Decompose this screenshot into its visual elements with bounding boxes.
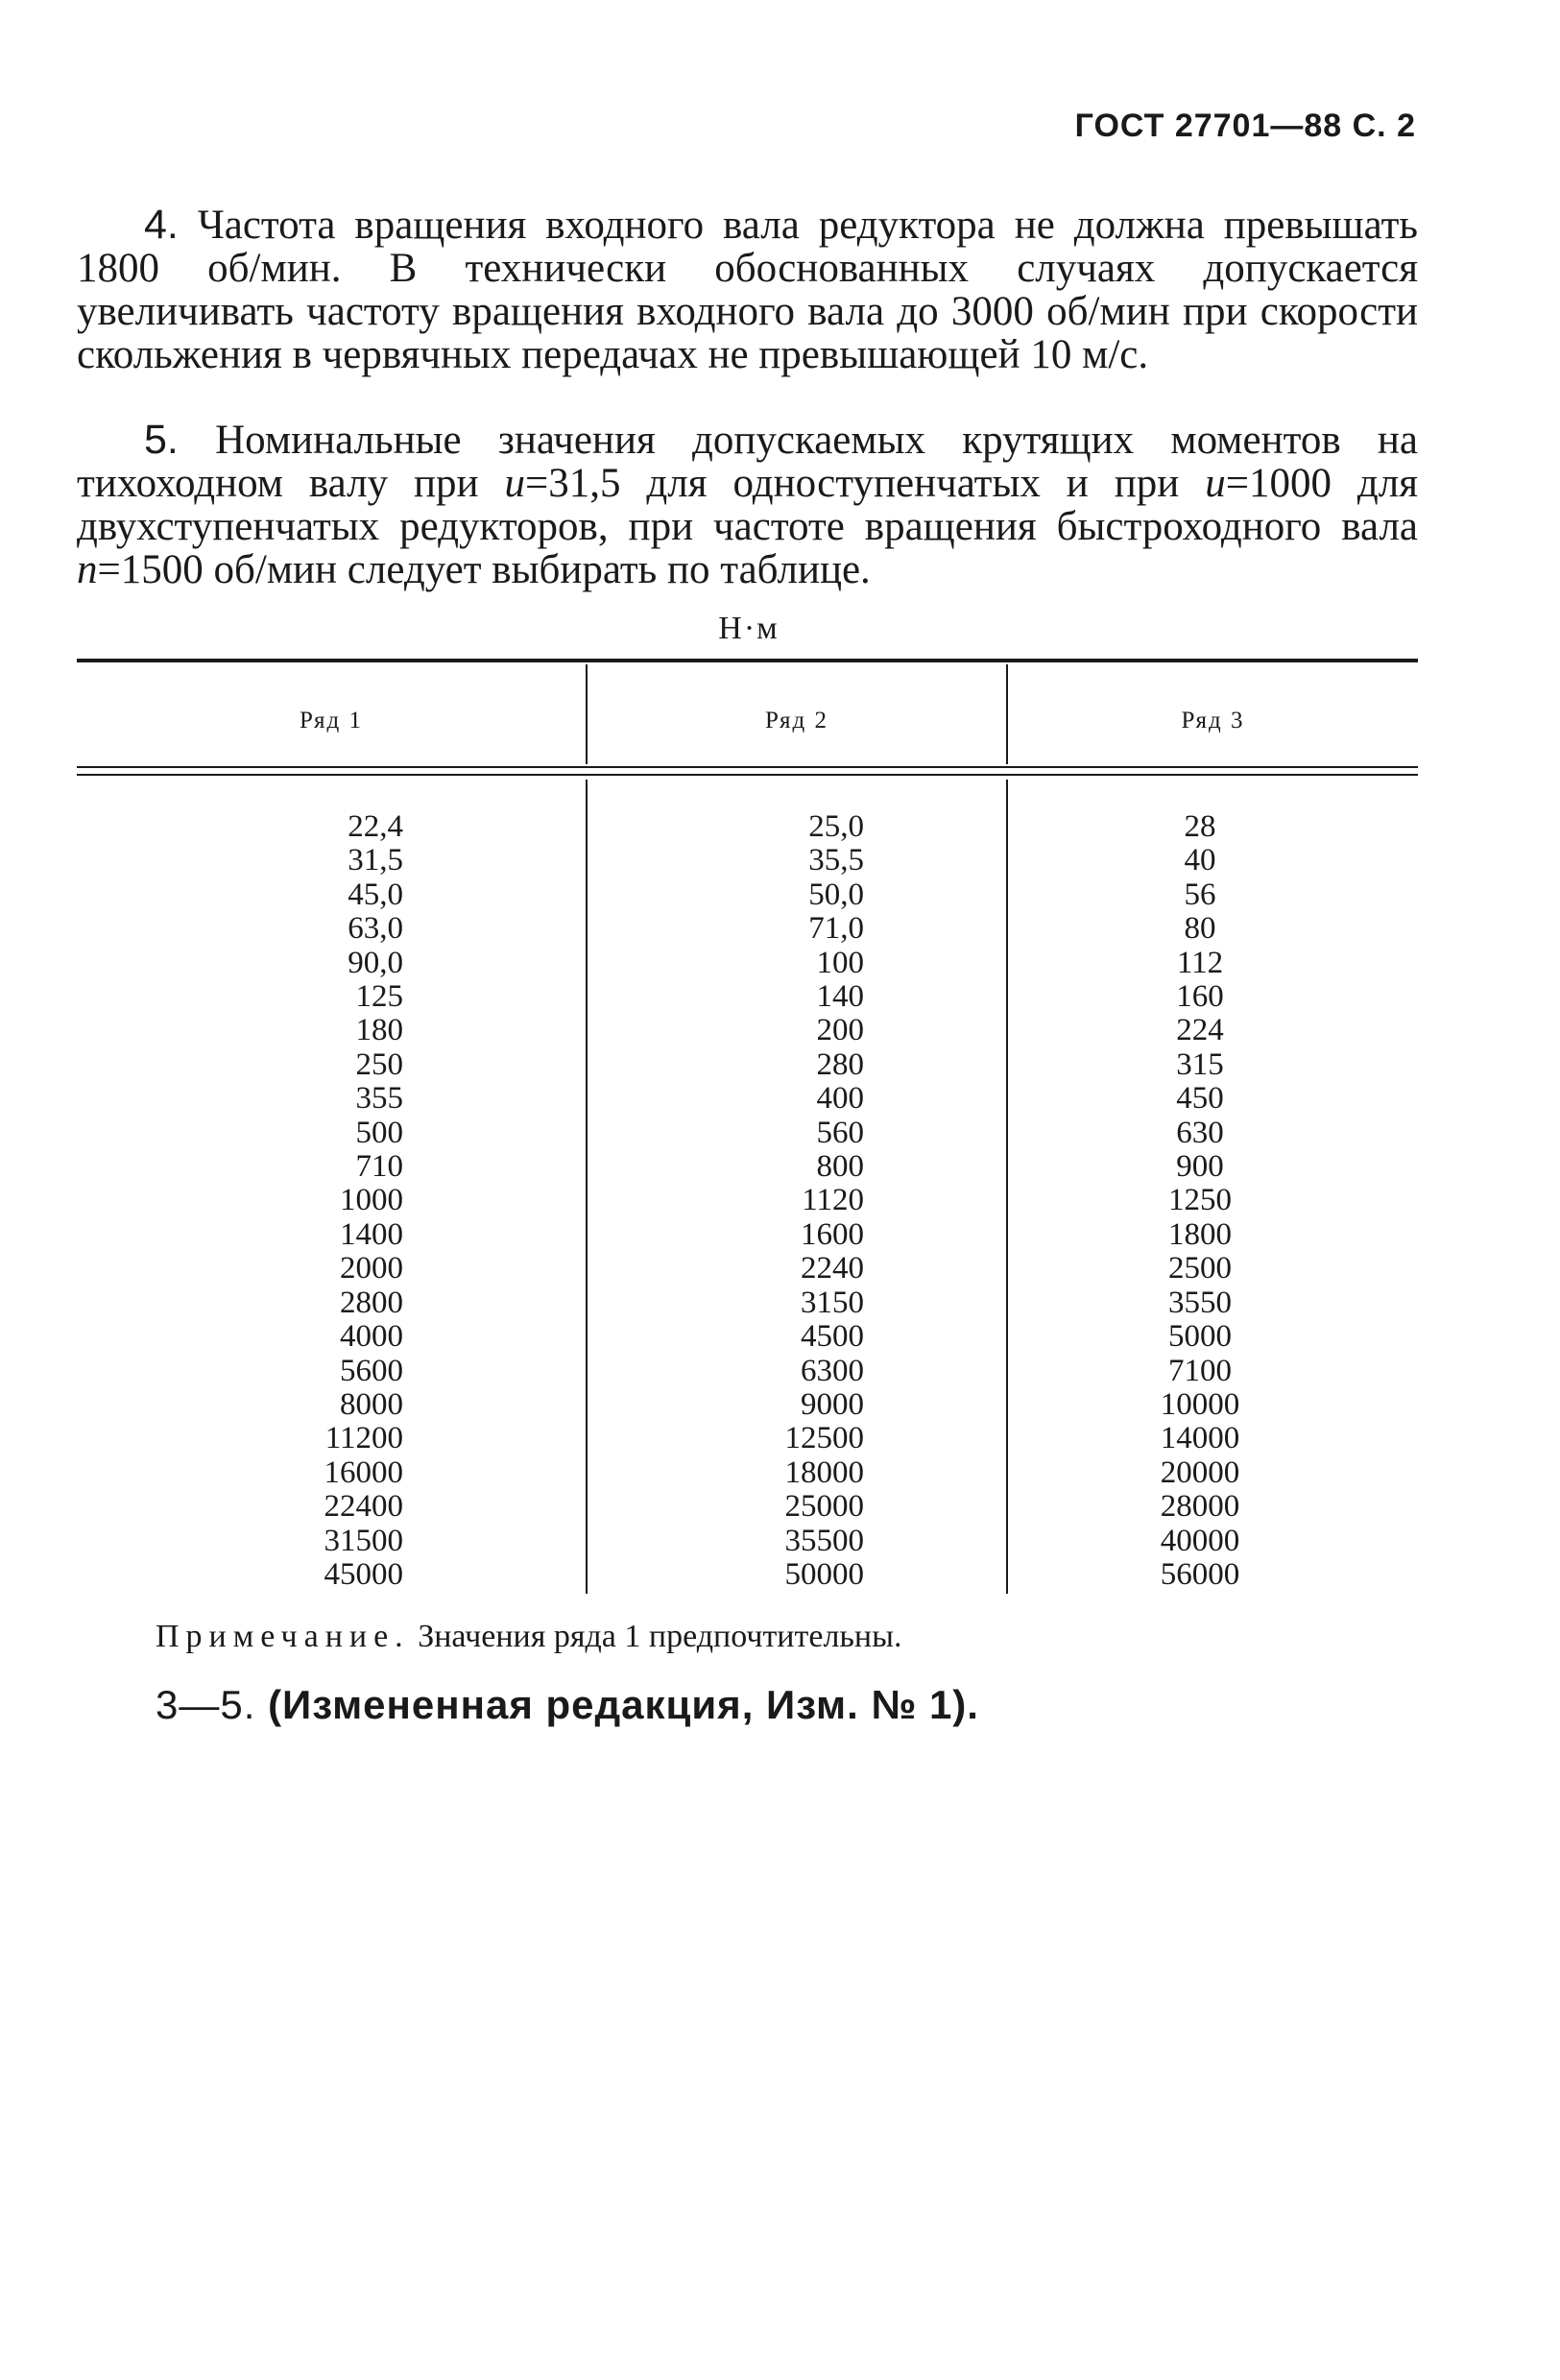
- table-cell: 31500: [324, 1523, 403, 1558]
- paragraph-number: 4.: [144, 202, 179, 248]
- amendment-text: (Измененная редакция, Изм. № 1).: [268, 1682, 979, 1727]
- amendment-range: 3—5.: [156, 1682, 256, 1727]
- table-cell: 5000: [1168, 1319, 1232, 1355]
- table-cell: 1120: [802, 1183, 864, 1218]
- table-cell: 4500: [801, 1319, 864, 1355]
- symbol-n: n: [77, 547, 98, 592]
- column-divider: [586, 780, 588, 1594]
- table-cell: 7100: [1168, 1353, 1232, 1388]
- table-cell: 1250: [1168, 1183, 1232, 1218]
- table-cell: 2000: [340, 1251, 403, 1286]
- column-header-row-2: Ряд 2: [765, 708, 828, 733]
- table-cell: 5600: [340, 1353, 403, 1388]
- table-cell: 315: [1176, 1046, 1224, 1082]
- column-divider: [1006, 780, 1008, 1594]
- paragraph-5: [77, 419, 1418, 591]
- column-values-row-1: [269, 810, 403, 1592]
- table-cell: 355: [355, 1081, 403, 1117]
- table-cell: 9000: [801, 1386, 864, 1422]
- table-cell: 400: [816, 1081, 864, 1117]
- table-header-rule: [77, 766, 1418, 768]
- table-cell: 8000: [340, 1386, 403, 1422]
- table-top-rule: [77, 659, 1418, 662]
- paragraph-text: =1500 об/мин следует выбирать по таблице.: [97, 547, 871, 592]
- paragraph-text: Номинальные значения допускаемых крутящих моментов на тихоходном валу при: [77, 418, 1418, 506]
- table-cell: 56: [1184, 877, 1216, 912]
- table-cell: 500: [355, 1115, 403, 1150]
- table-cell: 40: [1184, 843, 1216, 878]
- paragraph-number: 5.: [144, 417, 179, 463]
- table-cell: 28000: [1160, 1489, 1240, 1525]
- table-cell: 100: [816, 945, 864, 980]
- table-cell: 3150: [801, 1285, 864, 1320]
- table-note: [156, 1619, 901, 1655]
- table-cell: 25,0: [808, 809, 864, 844]
- table-cell: 800: [816, 1149, 864, 1185]
- table-cell: 2240: [801, 1251, 864, 1286]
- table-cell: 1600: [801, 1216, 864, 1252]
- table-cell: 50000: [784, 1556, 864, 1592]
- table-cell: 45,0: [348, 877, 403, 912]
- table-cell: 56000: [1160, 1556, 1240, 1592]
- table-cell: 112: [1176, 945, 1224, 980]
- table-cell: 1400: [340, 1216, 403, 1252]
- table-cell: 630: [1176, 1115, 1224, 1150]
- table-cell: 6300: [801, 1353, 864, 1388]
- table-cell: 80: [1184, 911, 1216, 947]
- table-cell: 22400: [324, 1489, 403, 1525]
- table-header-rule: [77, 774, 1418, 776]
- column-header-row-1: Ряд 1: [300, 708, 363, 733]
- column-values-row-3: [1133, 810, 1267, 1592]
- symbol-u: u: [504, 461, 525, 506]
- table-cell: 140: [816, 979, 864, 1015]
- table-cell: 160: [1176, 979, 1224, 1015]
- table-cell: 50,0: [808, 877, 864, 912]
- table-cell: 1000: [340, 1183, 403, 1218]
- table-cell: 1800: [1168, 1216, 1232, 1252]
- table-cell: 125: [355, 979, 403, 1015]
- table-cell: 16000: [324, 1454, 403, 1490]
- table-cell: 180: [355, 1013, 403, 1048]
- paragraph-text: =1000 для двухступенчатых редукторов, при частоте вращения быстроходного вала: [77, 461, 1418, 549]
- table-cell: 28: [1184, 809, 1216, 844]
- table-cell: 40000: [1160, 1523, 1240, 1558]
- table-cell: 2500: [1168, 1251, 1232, 1286]
- amendment-line: [156, 1682, 979, 1728]
- note-label: Примечание.: [156, 1619, 410, 1654]
- table-cell: 11200: [324, 1421, 403, 1456]
- paragraph-text: Частота вращения входного вала редуктора не должна превышать 1800 об/мин. В технически обоснованных случаях допускается увеличивать частоту вращения входного вала до 3000 об/мин при скорости скольжения в червячных передачах не превышающей 10 м/с.: [77, 203, 1419, 377]
- table-cell: 63,0: [348, 911, 403, 947]
- table-cell: 200: [816, 1013, 864, 1048]
- note-text: Значения ряда 1 предпочтительны.: [418, 1619, 902, 1654]
- table-cell: 45000: [324, 1556, 403, 1592]
- table-cell: 4000: [340, 1319, 403, 1355]
- column-values-row-2: [720, 810, 864, 1592]
- table-cell: 12500: [784, 1421, 864, 1456]
- table-unit: Н·м: [718, 611, 780, 646]
- table-cell: 2800: [340, 1285, 403, 1320]
- table-cell: 450: [1176, 1081, 1224, 1117]
- table-cell: 31,5: [348, 843, 403, 878]
- table-cell: 14000: [1160, 1421, 1240, 1456]
- paragraph-4: [77, 204, 1418, 376]
- table-cell: 710: [355, 1149, 403, 1185]
- table-cell: 71,0: [808, 911, 864, 947]
- table-cell: 900: [1176, 1149, 1224, 1185]
- symbol-u: u: [1205, 461, 1226, 506]
- page-header: ГОСТ 27701—88 С. 2: [1074, 108, 1416, 144]
- table-cell: 3550: [1168, 1285, 1232, 1320]
- table-cell: 25000: [784, 1489, 864, 1525]
- table-cell: 90,0: [348, 945, 403, 980]
- table-cell: 35,5: [808, 843, 864, 878]
- table-cell: 280: [816, 1046, 864, 1082]
- table-cell: 20000: [1160, 1454, 1240, 1490]
- table-cell: 250: [355, 1046, 403, 1082]
- table-cell: 22,4: [348, 809, 403, 844]
- column-header-row-3: Ряд 3: [1181, 708, 1245, 733]
- table-cell: 224: [1176, 1013, 1224, 1048]
- table-cell: 10000: [1160, 1386, 1240, 1422]
- table-cell: 560: [816, 1115, 864, 1150]
- table-cell: 35500: [784, 1523, 864, 1558]
- paragraph-text: =31,5 для одноступенчатых и при: [524, 461, 1206, 506]
- table-cell: 18000: [784, 1454, 864, 1490]
